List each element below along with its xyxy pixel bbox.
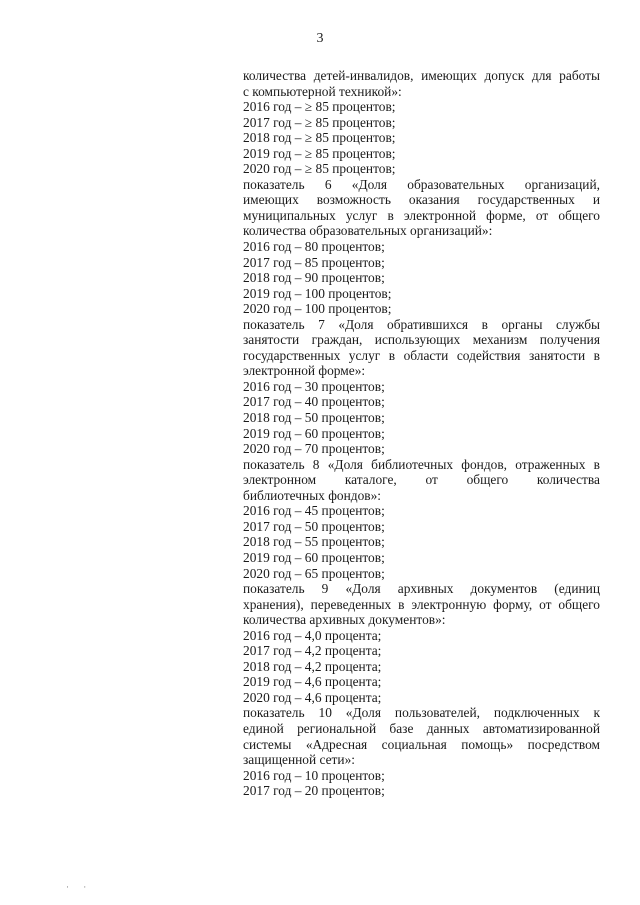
list-item: 2019 год – 60 процентов; (243, 425, 385, 441)
list-item: 2017 год – 85 процентов; (243, 254, 385, 270)
paragraph-line: занятости граждан, использующих механизм получения (243, 332, 600, 348)
paragraph (243, 317, 600, 379)
paragraph-line: количества архивных документов»: (243, 612, 446, 628)
list-item: 2016 год – 45 процентов; (243, 503, 385, 519)
paragraph-line: количества образовательных организаций»: (243, 223, 493, 239)
list-item: 2020 год – 100 процентов; (243, 301, 392, 317)
page-number: 3 (316, 31, 324, 46)
list-item: 2018 год – 50 процентов; (243, 410, 385, 426)
list-item: 2016 год – ≥ 85 процентов; (243, 99, 396, 115)
list-item: 2017 год – 50 процентов; (243, 518, 385, 534)
paragraph (243, 457, 600, 504)
paragraph-line: имеющих возможность оказания государственных и (243, 192, 600, 208)
year-value-list (243, 628, 600, 706)
paragraph-line: электронном каталоге, от общего количества (243, 472, 600, 488)
year-value-list (243, 379, 600, 457)
paragraph-line: показатель 10 «Доля пользователей, подключенных к (243, 705, 600, 721)
list-item: 2020 год – 70 процентов; (243, 441, 385, 457)
paragraph-line: библиотечных фондов»: (243, 487, 382, 503)
paragraph (243, 68, 600, 99)
year-value-list (243, 99, 600, 177)
paragraph-line: системы «Адресная социальная помощь» посредством (243, 736, 600, 752)
list-item: 2018 год – 4,2 процента; (243, 658, 382, 674)
list-item: 2016 год – 4,0 процента; (243, 627, 382, 643)
paragraph-line: единой региональной базе данных автоматизированной (243, 720, 600, 736)
year-value-list (243, 503, 600, 581)
paragraph-line: государственных услуг в области содействия занятости в (243, 347, 600, 363)
year-value-list (243, 239, 600, 317)
paragraph-line: показатель 7 «Доля обратившихся в органы службы (243, 316, 600, 332)
list-item: 2018 год – ≥ 85 процентов; (243, 130, 396, 146)
year-value-list (243, 768, 600, 799)
paragraph-line: муниципальных услуг в электронной форме, от общего (243, 207, 600, 223)
list-item: 2019 год – ≥ 85 процентов; (243, 145, 396, 161)
list-item: 2018 год – 55 процентов; (243, 534, 385, 550)
paragraph (243, 705, 600, 767)
paragraph-line: с компьютерной техникой»: (243, 83, 402, 99)
paragraph-line: показатель 9 «Доля архивных документов (единиц (243, 581, 600, 597)
paragraph (243, 177, 600, 239)
paragraph-line: показатель 8 «Доля библиотечных фондов, отраженных в (243, 456, 600, 472)
list-item: 2020 год – 4,6 процента; (243, 689, 382, 705)
paragraph-line: хранения), переведенных в электронную форму, от общего (243, 596, 600, 612)
scan-marks: · · (66, 882, 93, 892)
list-item: 2016 год – 10 процентов; (243, 767, 385, 783)
list-item: 2017 год – 4,2 процента; (243, 643, 382, 659)
document-body (243, 68, 600, 799)
list-item: 2020 год – ≥ 85 процентов; (243, 161, 396, 177)
list-item: 2017 год – 20 процентов; (243, 783, 385, 799)
list-item: 2016 год – 80 процентов; (243, 239, 385, 255)
paragraph-line: количества детей-инвалидов, имеющих допуск для работы (243, 68, 600, 83)
list-item: 2016 год – 30 процентов; (243, 378, 385, 394)
list-item: 2017 год – ≥ 85 процентов; (243, 114, 396, 130)
list-item: 2019 год – 4,6 процента; (243, 674, 382, 690)
paragraph (243, 581, 600, 628)
list-item: 2019 год – 60 процентов; (243, 549, 385, 565)
paragraph-line: защищенной сети»: (243, 752, 355, 768)
paragraph-line: электронной форме»: (243, 363, 366, 379)
list-item: 2018 год – 90 процентов; (243, 270, 385, 286)
paragraph-line: показатель 6 «Доля образовательных организаций, (243, 176, 600, 192)
list-item: 2020 год – 65 процентов; (243, 565, 385, 581)
list-item: 2017 год – 40 процентов; (243, 394, 385, 410)
list-item: 2019 год – 100 процентов; (243, 285, 392, 301)
